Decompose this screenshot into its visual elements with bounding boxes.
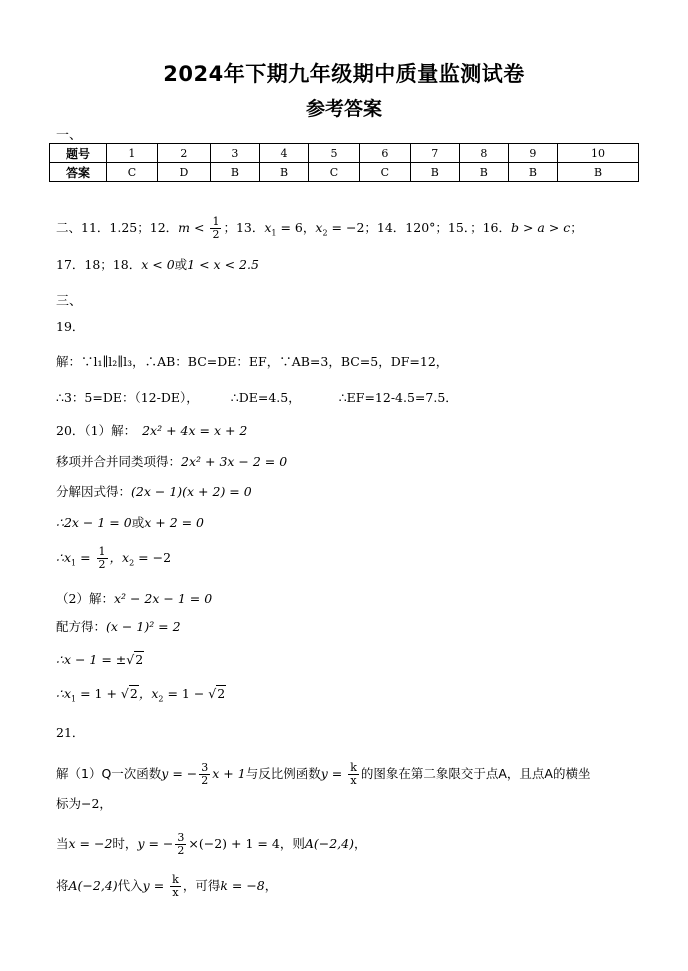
subscript: 1 xyxy=(271,228,277,238)
q20-7-label: 配方得： xyxy=(56,619,107,634)
fraction-numerator: 1 xyxy=(98,545,106,558)
subscript: 1 xyxy=(71,694,77,704)
q19-step-b: ∴DE=4.5， xyxy=(230,390,301,405)
question-number: 2 xyxy=(157,144,210,163)
q19-step-a: ∴3：5=DE：（12-DE）， xyxy=(56,390,199,405)
answer-12-op: < xyxy=(190,220,209,235)
answer-table-row-answers xyxy=(50,163,639,182)
answer-cell: B xyxy=(557,163,638,182)
fraction-numerator: k xyxy=(172,873,179,886)
answer-18-part2: 1 < x < 2.5 xyxy=(187,257,259,272)
q21-line2: 标为−2， xyxy=(56,796,112,811)
answer-cell: C xyxy=(309,163,360,182)
subscript: 2 xyxy=(322,228,328,238)
sqrt-radicand: 2 xyxy=(129,686,138,701)
q20-line8: ∴x − 1 = ±√2 xyxy=(56,652,144,667)
q21-3-y: y = − xyxy=(137,836,174,851)
q21-3-fraction xyxy=(175,832,186,857)
q20-8-lhs: ∴x − 1 = ± xyxy=(56,652,127,667)
q20-9-v2: = 1 − xyxy=(163,686,209,701)
q20-line3 xyxy=(56,483,252,501)
q21-4-point: A(−2,4) xyxy=(68,878,118,893)
question-number: 5 xyxy=(309,144,360,163)
punct: ， xyxy=(353,836,367,851)
answer-18-part1: x < 0 xyxy=(141,257,175,272)
q21-3-ze: ，则 xyxy=(279,836,305,851)
q20-5-value: = −2 xyxy=(134,550,172,565)
question-number: 10 xyxy=(557,144,638,163)
q21-1-text3: 的图象在第二象限交于点A，且点A的横坐 xyxy=(360,766,591,781)
q20-9-x2: ，x xyxy=(138,686,159,701)
question-number: 7 xyxy=(410,144,459,163)
sqrt-radicand: 2 xyxy=(135,652,144,667)
equals: = xyxy=(76,550,95,565)
question-number: 1 xyxy=(107,144,158,163)
fraction-denominator: 2 xyxy=(177,844,185,857)
q20-4-eq-b: x + 2 = 0 xyxy=(144,515,205,530)
q21-3-when: 当 xyxy=(56,836,69,851)
q20-5-x2: ，x xyxy=(109,550,130,565)
answer-12-fraction xyxy=(210,216,221,241)
answer-table xyxy=(49,143,639,182)
q20-4-eq-a: ∴2x − 1 = 0 xyxy=(56,515,132,530)
answer-cell: D xyxy=(157,163,210,182)
q20-5-fraction xyxy=(97,546,108,571)
answer-cell: C xyxy=(107,163,158,182)
answer-17-18: 17．18；18． xyxy=(56,257,142,272)
q21-4-jiang: 将 xyxy=(56,878,69,893)
answer-13-x2: x xyxy=(315,220,323,235)
section3-label: 三、 xyxy=(56,294,83,309)
q20-1-label: 20．（1）解： xyxy=(56,423,137,438)
q21-line3 xyxy=(56,832,366,857)
section2-label: 二、 xyxy=(56,220,82,235)
subscript: 1 xyxy=(71,558,77,568)
question-number: 9 xyxy=(508,144,557,163)
fraction-numerator: 3 xyxy=(201,761,209,774)
punct: ， xyxy=(264,878,278,893)
q21-4-fraction xyxy=(170,874,181,899)
sqrt-radicand: 2 xyxy=(217,686,226,701)
q20-6-equation: x² − 2x − 1 = 0 xyxy=(113,591,213,606)
fraction-numerator: 3 xyxy=(177,831,185,844)
q21-1-y2: y = xyxy=(320,766,347,781)
answer-cell: B xyxy=(210,163,259,182)
answer-cell: C xyxy=(359,163,410,182)
subscript: 2 xyxy=(129,558,135,568)
q20-1-equation: 2x² + 4x = x + 2 xyxy=(142,423,248,438)
q21-4-dairu: 代入 xyxy=(117,878,143,893)
answer-16: b > a > c xyxy=(510,220,571,235)
answer-cell: B xyxy=(410,163,459,182)
q20-line1 xyxy=(56,422,247,440)
fraction-denominator: 2 xyxy=(98,558,106,571)
q21-4-k: k = −8 xyxy=(220,878,265,893)
section1-label: 一、 xyxy=(56,128,83,143)
q20-6-label: （2）解： xyxy=(56,591,114,606)
page-subtitle: 参考答案 xyxy=(305,98,382,120)
q21-1-text: 解（1）Q一次函数 xyxy=(56,766,162,781)
q21-1-text2: 与反比例函数 xyxy=(245,766,321,781)
q20-line4 xyxy=(56,514,204,532)
q21-3-x: x = −2 xyxy=(68,836,113,851)
question-number: 3 xyxy=(210,144,259,163)
q20-5-x1: ∴x xyxy=(56,550,72,565)
q21-4-y: y = xyxy=(142,878,169,893)
q21-1-expr: x + 1 xyxy=(212,766,246,781)
q20-2-label: 移项并合并同类项得： xyxy=(56,454,182,469)
answer-11-12: 11．1.25；12． xyxy=(81,220,179,235)
q20-line5 xyxy=(56,546,171,573)
answer-13-v1: = 6， xyxy=(276,220,316,235)
page-title: 2024年下期九年级期中质量监测试卷 xyxy=(163,62,525,86)
answer-cell: B xyxy=(508,163,557,182)
q20-line7 xyxy=(56,618,181,636)
q20-3-equation: (2x − 1)(x + 2) = 0 xyxy=(131,484,252,499)
q20-3-label: 分解因式得： xyxy=(56,484,132,499)
fraction-numerator: 1 xyxy=(212,215,220,228)
answer-13-14-15: = −2；14．120°；15．；16． xyxy=(327,220,511,235)
q21-3-shi: 时， xyxy=(112,836,138,851)
q21-3-point: A(−2,4) xyxy=(304,836,354,851)
q20-2-equation: 2x² + 3x − 2 = 0 xyxy=(181,454,288,469)
answer-table-row-numbers xyxy=(50,144,639,163)
q20-line6 xyxy=(56,590,212,608)
q19-step-c: ∴EF=12-4.5=7.5． xyxy=(338,390,458,405)
question-number: 8 xyxy=(459,144,508,163)
q20-9-v1: = 1 + xyxy=(76,686,121,701)
q20-9-x1: ∴x xyxy=(56,686,72,701)
answer-cell: B xyxy=(259,163,308,182)
q21-line1 xyxy=(56,762,590,787)
q20-7-equation: (x − 1)² = 2 xyxy=(106,619,181,634)
answer-13-x1: x xyxy=(264,220,272,235)
punct: ； xyxy=(570,220,583,235)
fraction-denominator: 2 xyxy=(212,228,220,241)
answer-12-var: m xyxy=(178,220,191,235)
q19-number: 19． xyxy=(56,319,85,334)
q21-4-kede: ，可得 xyxy=(182,878,221,893)
q19-line1: 解：∵l₁∥l₂∥l₃，∴AB：BC=DE：EF，∵AB=3，BC=5，DF=12， xyxy=(56,354,449,369)
q21-1-fraction xyxy=(199,762,210,787)
section2-line1 xyxy=(56,216,583,243)
q21-line4 xyxy=(56,874,277,899)
answer-13-label: ；13． xyxy=(223,220,265,235)
or-word: 或 xyxy=(174,257,188,272)
subscript: 2 xyxy=(158,694,164,704)
answer-cell: B xyxy=(459,163,508,182)
q20-line2 xyxy=(56,453,287,471)
q19-line2 xyxy=(56,389,458,407)
fraction-denominator: 2 xyxy=(201,774,209,787)
row-label-answer: 答案 xyxy=(50,163,107,182)
or-word: 或 xyxy=(131,515,145,530)
fraction-numerator: k xyxy=(350,761,357,774)
question-number: 6 xyxy=(359,144,410,163)
fraction-denominator: x xyxy=(350,774,357,787)
row-label-number: 题号 xyxy=(50,144,107,163)
section2-line2 xyxy=(56,256,259,274)
q21-number: 21． xyxy=(56,725,85,740)
q21-3-calc: ×(−2) + 1 = 4 xyxy=(188,836,280,851)
question-number: 4 xyxy=(259,144,308,163)
q20-line9: $\therefore x_1 = 1 + √2$，$x_2 = 1 - √2$ xyxy=(56,686,226,704)
q21-1-kfraction xyxy=(348,762,359,787)
q21-1-y: y = − xyxy=(161,766,198,781)
fraction-denominator: x xyxy=(172,886,179,899)
